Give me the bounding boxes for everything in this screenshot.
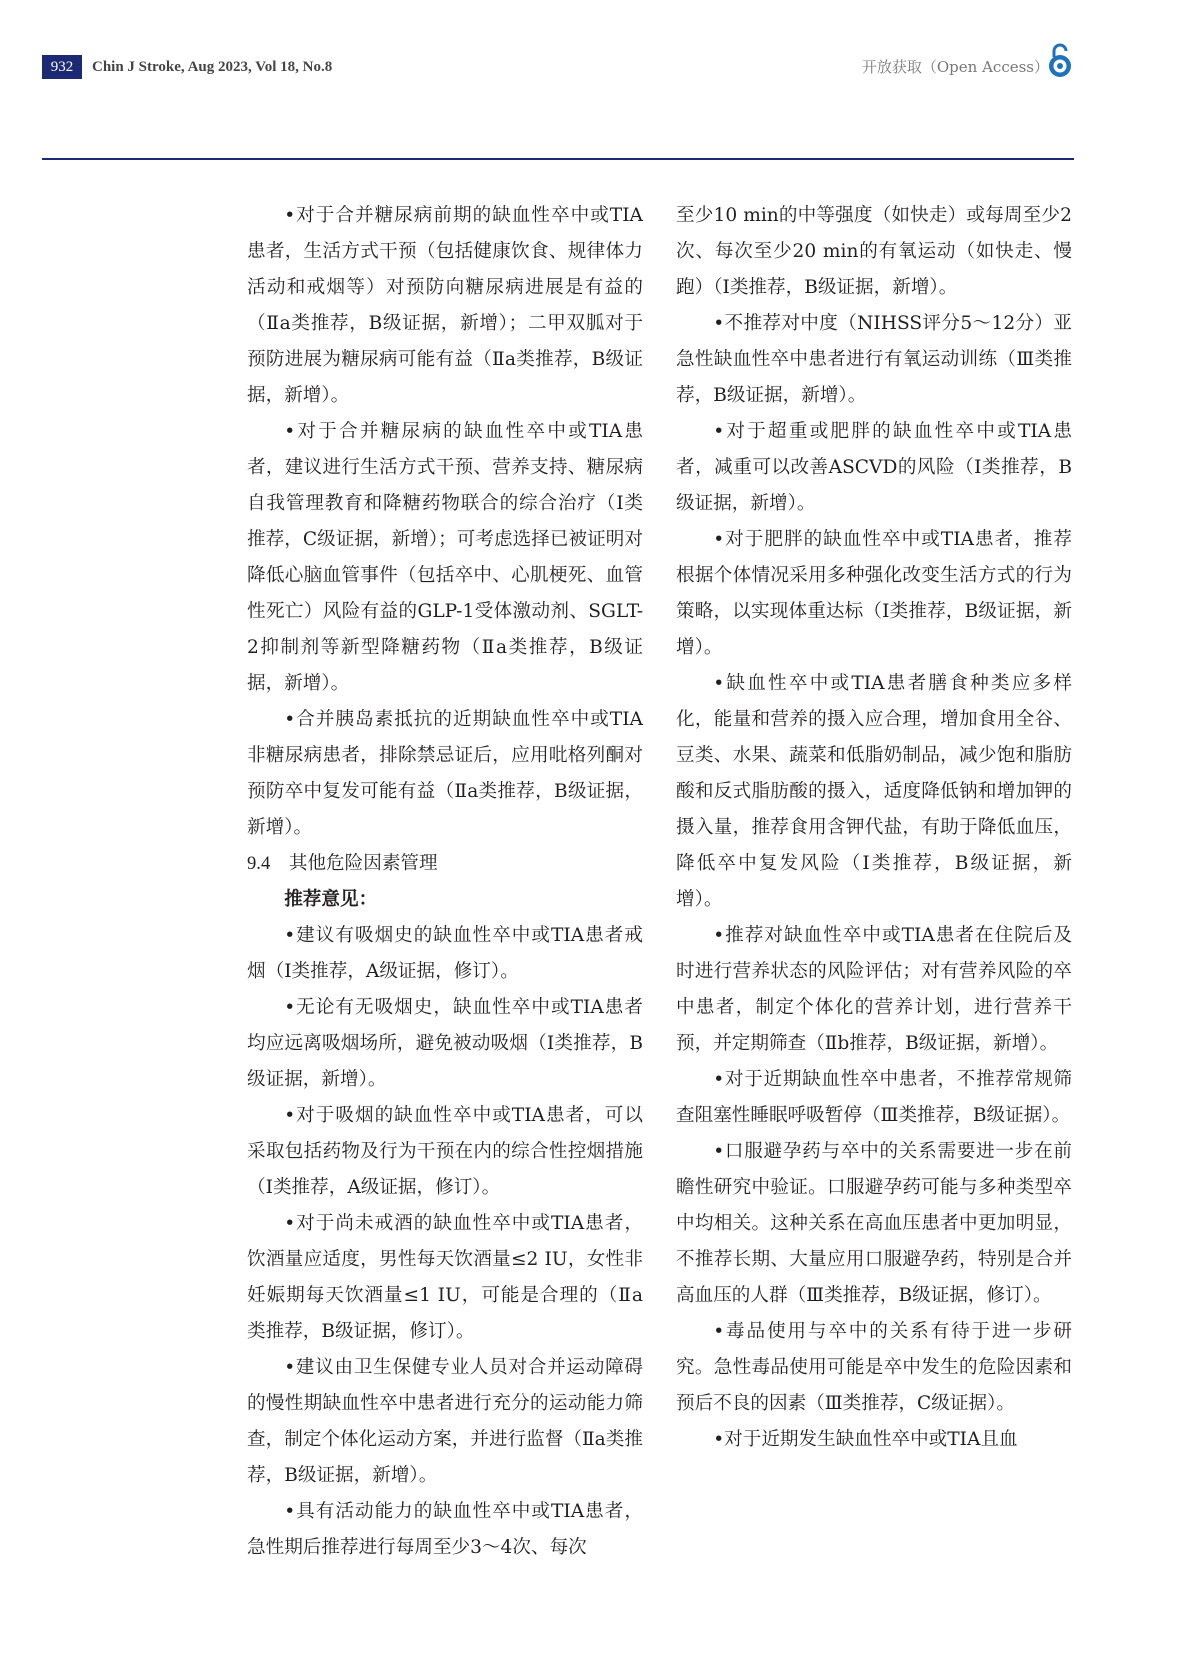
- open-access-label: 开放获取（Open Access）: [861, 58, 1049, 76]
- section-heading: [247, 846, 643, 882]
- journal-citation: Chin J Stroke, Aug 2023, Vol 18, No.8: [92, 59, 333, 75]
- page-number: 932: [42, 55, 82, 79]
- right-column: [676, 198, 1072, 1458]
- paragraph-passive-smoking: •无论有无吸烟史，缺血性卒中或TIA患者均应远离吸烟场所，避免被动吸烟（Ⅰ类推荐，B级证据，新增）。: [247, 997, 643, 1090]
- paragraph-aerobic-exercise: •具有活动能力的缺血性卒中或TIA患者，急性期后推荐进行每周至少3～4次、每次: [247, 1501, 643, 1558]
- section-title: 其他危险因素管理: [288, 853, 438, 874]
- recommendation-label: 推荐意见：: [284, 889, 378, 910]
- paragraph-weight-loss: •对于超重或肥胖的缺血性卒中或TIA患者，减重可以改善ASCVD的风险（Ⅰ类推荐，B级证据，新增）。: [676, 421, 1072, 514]
- paragraph-alcohol: •对于尚未戒酒的缺血性卒中或TIA患者，饮酒量应适度，男性每天饮酒量≤2 IU，女性非妊娠期每天饮酒量≤1 IU，可能是合理的（Ⅱa类推荐，B级证据，修订）。: [247, 1213, 643, 1342]
- paragraph-prediabetes: •对于合并糖尿病前期的缺血性卒中或TIA患者，生活方式干预（包括健康饮食、规律体力活动和戒烟等）对预防向糖尿病进展是有益的（Ⅱa类推荐，B级证据，新增）；二甲双胍对于预防进展为糖尿病可能有益（Ⅱa类推荐，B级证据，新增）。: [247, 205, 643, 406]
- paragraph-smoking-cessation: •建议有吸烟史的缺血性卒中或TIA患者戒烟（Ⅰ类推荐，A级证据，修订）。: [247, 925, 643, 982]
- open-access-lock-icon: [1046, 42, 1074, 78]
- paragraph-sleep-apnea: •对于近期缺血性卒中患者，不推荐常规筛查阻塞性睡眠呼吸暂停（Ⅲ类推荐，B级证据）。: [676, 1069, 1072, 1126]
- left-column: [247, 198, 643, 1566]
- paragraph-tobacco-control: •对于吸烟的缺血性卒中或TIA患者，可以采取包括药物及行为干预在内的综合性控烟措施（Ⅰ类推荐，A级证据，修订）。: [247, 1105, 643, 1198]
- paragraph-aerobic-continued: 至少10 min的中等强度（如快走）或每周至少2次、每次至少20 min的有氧运动（如快走、慢跑）（Ⅰ类推荐，B级证据，新增）。: [676, 205, 1072, 298]
- paragraph-insulin-resistance: •合并胰岛素抵抗的近期缺血性卒中或TIA非糖尿病患者，排除禁忌证后，应用吡格列酮对预防卒中复发可能有益（Ⅱa类推荐，B级证据，新增）。: [247, 709, 643, 838]
- paragraph-diabetes: •对于合并糖尿病的缺血性卒中或TIA患者，建议进行生活方式干预、营养支持、糖尿病自我管理教育和降糖药物联合的综合治疗（Ⅰ类推荐，C级证据，新增）；可考虑选择已被证明对降低心脑血管事件（包括卒中、心肌梗死、血管性死亡）风险有益的GLP-1受体激动剂、SGLT-2抑制剂等新型降糖药物（Ⅱa类推荐，B级证据，新增）。: [247, 421, 643, 694]
- paragraph-diet: •缺血性卒中或TIA患者膳食种类应多样化，能量和营养的摄入应合理，增加食用全谷、豆类、水果、蔬菜和低脂奶制品，减少饱和脂肪酸和反式脂肪酸的摄入，适度降低钠和增加钾的摄入量，推荐食用含钾代盐，有助于降低血压，降低卒中复发风险（Ⅰ类推荐，B级证据，新增）。: [676, 673, 1072, 910]
- paragraph-recent-stroke: •对于近期发生缺血性卒中或TIA且血: [713, 1429, 1018, 1450]
- paragraph-oral-contraceptives: •口服避孕药与卒中的关系需要进一步在前瞻性研究中验证。口服避孕药可能与多种类型卒中均相关。这种关系在高血压患者中更加明显，不推荐长期、大量应用口服避孕药，特别是合并高血压的人群（Ⅲ类推荐，B级证据，修订）。: [676, 1141, 1072, 1306]
- section-number: 9.4: [247, 853, 271, 874]
- paragraph-obesity-strategy: •对于肥胖的缺血性卒中或TIA患者，推荐根据个体情况采用多种强化改变生活方式的行为策略，以实现体重达标（Ⅰ类推荐，B级证据，新增）。: [676, 529, 1072, 658]
- header-rule: [42, 158, 1074, 160]
- paragraph-nutrition: •推荐对缺血性卒中或TIA患者在住院后及时进行营养状态的风险评估；对有营养风险的卒中患者，制定个体化的营养计划，进行营养干预，并定期筛查（Ⅱb推荐，B级证据，新增）。: [676, 925, 1072, 1054]
- paragraph-subacute-training: •不推荐对中度（NIHSS评分5～12分）亚急性缺血性卒中患者进行有氧运动训练（Ⅲ类推荐，B级证据，新增）。: [676, 313, 1072, 406]
- paragraph-drug-use: •毒品使用与卒中的关系有待于进一步研究。急性毒品使用可能是卒中发生的危险因素和预后不良的因素（Ⅲ类推荐，C级证据）。: [676, 1321, 1072, 1414]
- paragraph-exercise-screening: •建议由卫生保健专业人员对合并运动障碍的慢性期缺血性卒中患者进行充分的运动能力筛查，制定个体化运动方案，并进行监督（Ⅱa类推荐，B级证据，新增）。: [247, 1357, 643, 1486]
